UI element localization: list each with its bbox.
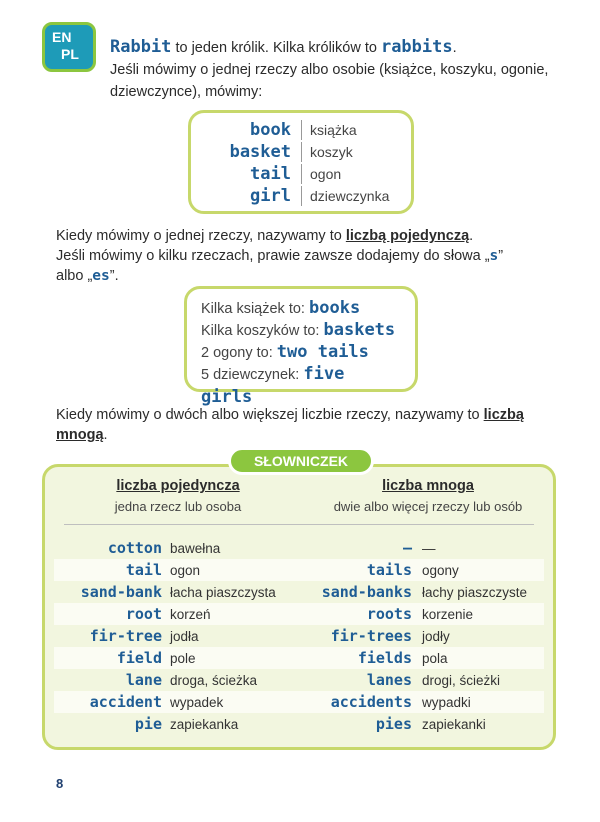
- dict-plural-pl: ogony: [422, 562, 459, 578]
- dict-singular-pl: ogon: [170, 562, 201, 578]
- dict-plural-pl: drogi, ścieżki: [422, 672, 501, 688]
- dict-plural-pl: zapiekanki: [422, 716, 486, 732]
- singular-head: liczba pojedyncza: [116, 478, 240, 494]
- singular-en: book: [201, 120, 302, 140]
- dictionary-row: [54, 559, 544, 581]
- plural-pl: Kilka koszyków to:: [201, 323, 324, 339]
- intro-word-rabbits: rabbits: [380, 37, 453, 57]
- singular-pl: książka: [310, 122, 357, 138]
- plural-pl: Kilka książek to:: [201, 301, 309, 317]
- dict-plural-en: sand-banks: [321, 583, 412, 601]
- plural-en: baskets: [323, 320, 396, 340]
- dict-singular-pl: bawełna: [170, 540, 221, 556]
- dictionary-row: [54, 625, 544, 647]
- dictionary-row: [54, 603, 544, 625]
- plural-explanation: [56, 405, 556, 445]
- para1-line-3a: albo „: [56, 268, 93, 284]
- plural-pl: 2 ogony to:: [201, 345, 277, 361]
- dictionary-row: [54, 669, 544, 691]
- dict-singular-pl: łacha piaszczysta: [170, 584, 276, 600]
- singular-example-row: [201, 163, 401, 185]
- dictionary-row: [54, 537, 544, 559]
- plural-examples-box: [184, 286, 418, 407]
- dict-plural-pl: łachy piaszczyste: [422, 584, 528, 600]
- dict-plural-en: —: [402, 539, 412, 557]
- plural-column-header: [318, 478, 538, 514]
- plural-head: liczba mnoga: [382, 478, 474, 494]
- dictionary-divider: [64, 524, 534, 525]
- dict-singular-en: lane: [125, 671, 162, 689]
- plural-en: books: [309, 298, 361, 318]
- singular-example-row: [201, 141, 401, 163]
- singular-example-row: [201, 185, 401, 207]
- dict-plural-pl: jodły: [422, 628, 450, 644]
- dictionary-row: [54, 581, 544, 603]
- singular-example-row: [201, 119, 401, 141]
- dict-plural-en: accidents: [330, 693, 412, 711]
- singular-en: basket: [201, 142, 302, 162]
- para1-text-1: Kiedy mówimy o jednej rzeczy, nazywamy to: [56, 228, 346, 244]
- dict-plural-pl: korzenie: [422, 606, 474, 622]
- plural-en: two tails: [276, 342, 369, 362]
- plural-example-line: [201, 363, 401, 407]
- suffix-es: es: [92, 268, 110, 284]
- term-plural: liczbą mnogą: [56, 407, 524, 443]
- plural-example-line: [201, 319, 401, 341]
- plural-pl: 5 dziewczynek:: [201, 367, 304, 383]
- dict-plural-pl: —: [422, 540, 436, 556]
- term-singular: liczbą pojedynczą: [345, 228, 470, 244]
- dict-singular-pl: pole: [170, 650, 196, 666]
- para1-line-3b: ”.: [109, 268, 119, 284]
- dict-singular-en: accident: [89, 693, 162, 711]
- dict-singular-en: fir-tree: [89, 627, 162, 645]
- dict-plural-pl: pola: [422, 650, 448, 666]
- dict-singular-en: pie: [134, 715, 162, 733]
- dict-plural-pl: wypadki: [422, 694, 471, 710]
- dict-singular-pl: jodła: [170, 628, 199, 644]
- dict-singular-en: root: [125, 605, 162, 623]
- plural-sub: dwie albo więcej rzeczy lub osób: [333, 499, 523, 514]
- dict-singular-pl: droga, ścieżka: [170, 672, 258, 688]
- singular-column-header: [68, 478, 288, 514]
- dict-singular-en: tail: [125, 561, 162, 579]
- singular-sub: jedna rzecz lub osoba: [114, 499, 242, 514]
- singular-en: girl: [201, 186, 302, 206]
- plural-example-line: [201, 297, 401, 319]
- dict-plural-en: fields: [357, 649, 412, 667]
- dict-plural-en: fir-trees: [330, 627, 412, 645]
- dictionary-row: [54, 647, 544, 669]
- para1-line-2-end: ”: [498, 248, 504, 264]
- dict-singular-pl: wypadek: [170, 694, 224, 710]
- suffix-s: s: [489, 248, 499, 264]
- dict-singular-pl: korzeń: [170, 606, 211, 622]
- dictionary-title: SŁOWNICZEK: [228, 447, 374, 475]
- singular-pl: koszyk: [310, 144, 353, 160]
- dict-singular-en: sand-bank: [80, 583, 162, 601]
- intro-text-1: to jeden królik. Kilka królików to: [171, 40, 381, 56]
- badge-en-label: EN: [52, 29, 72, 45]
- intro-text: [110, 36, 550, 103]
- intro-text-2: .: [452, 40, 457, 56]
- dict-plural-en: pies: [375, 715, 412, 733]
- en-pl-badge: [42, 22, 96, 72]
- singular-pl: ogon: [310, 166, 342, 182]
- dict-plural-en: tails: [366, 561, 412, 579]
- para1-line-2: Jeśli mówimy o kilku rzeczach, prawie zawsze dodajemy do słowa „: [56, 248, 490, 264]
- intro-word-rabbit: Rabbit: [110, 37, 172, 57]
- para2-text-2: .: [103, 427, 108, 443]
- dict-singular-en: field: [116, 649, 162, 667]
- badge-pl-label: PL: [61, 46, 79, 62]
- intro-line-2: Jeśli mówimy o jednej rzeczy albo osobie (książce, koszyku, ogonie, dziewczynce), mówimy:: [110, 62, 549, 100]
- dict-singular-en: cotton: [107, 539, 162, 557]
- dictionary-row: [54, 713, 544, 735]
- singular-pl: dziewczynka: [310, 188, 390, 204]
- page-number: 8: [56, 776, 64, 791]
- dict-plural-en: roots: [366, 605, 412, 623]
- dict-plural-en: lanes: [366, 671, 412, 689]
- plural-example-line: [201, 341, 401, 363]
- para2-text-1: Kiedy mówimy o dwóch albo większej liczbie rzeczy, nazywamy to: [56, 407, 484, 423]
- dictionary-row: [54, 691, 544, 713]
- plural-en: five girls: [201, 364, 345, 407]
- singular-en: tail: [201, 164, 302, 184]
- dict-singular-pl: zapiekanka: [170, 716, 239, 732]
- para1-text-2: .: [469, 228, 474, 244]
- singular-explanation: [56, 226, 556, 286]
- singular-examples-box: [188, 110, 414, 214]
